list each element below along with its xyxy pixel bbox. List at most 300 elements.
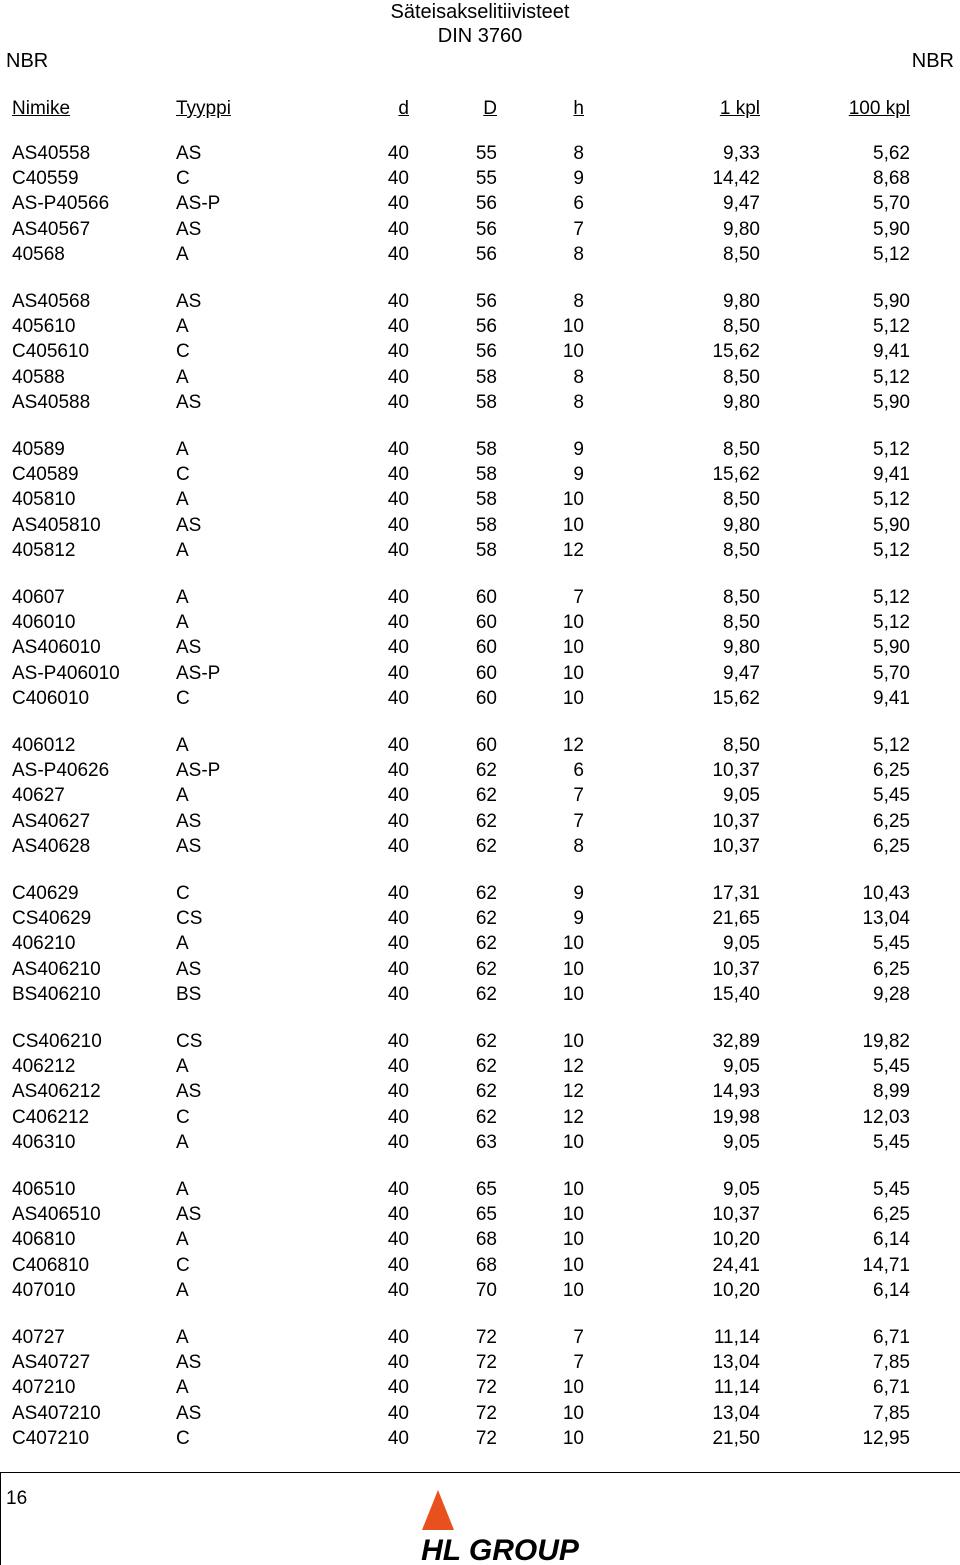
cell-d: 40 <box>387 785 409 807</box>
cell-type: AS <box>176 514 202 536</box>
cell-D: 56 <box>475 243 497 265</box>
cell-price-100: 13,04 <box>862 908 910 930</box>
table-row <box>0 463 960 488</box>
cell-d: 40 <box>387 587 409 608</box>
cell-name: AS40568 <box>12 291 91 312</box>
cell-h: 10 <box>562 1229 584 1251</box>
cell-name: AS406510 <box>12 1204 101 1226</box>
table-row <box>0 218 960 243</box>
cell-price-100: 5,90 <box>873 514 910 536</box>
cell-h: 7 <box>573 810 584 832</box>
cell-price-100: 5,12 <box>873 735 910 756</box>
cell-name: AS-P40626 <box>12 760 110 782</box>
cell-D: 72 <box>475 1377 497 1399</box>
cell-name: 40727 <box>12 1327 65 1348</box>
cell-name: 406012 <box>12 735 76 756</box>
cell-name: 406310 <box>12 1131 76 1153</box>
cell-price-100: 5,12 <box>873 612 910 634</box>
cell-type: A <box>176 735 189 756</box>
cell-type: AS <box>176 637 202 659</box>
cell-h: 8 <box>573 143 584 164</box>
cell-D: 72 <box>475 1327 497 1348</box>
cell-name: 405810 <box>12 489 76 511</box>
row-group <box>0 1178 960 1326</box>
cell-name: AS40627 <box>12 810 91 832</box>
cell-price-100: 5,45 <box>873 785 910 807</box>
cell-price-100: 6,25 <box>873 835 910 857</box>
cell-price-1: 9,05 <box>723 1179 760 1200</box>
row-group <box>0 1326 960 1474</box>
cell-d: 40 <box>387 637 409 659</box>
table-row <box>0 958 960 983</box>
cell-price-100: 5,45 <box>873 1131 910 1153</box>
cell-h: 8 <box>573 835 584 857</box>
cell-D: 62 <box>475 835 497 857</box>
table-row <box>0 192 960 217</box>
column-header-h: h <box>573 98 584 119</box>
cell-D: 68 <box>475 1254 497 1276</box>
cell-name: C40559 <box>12 168 79 190</box>
table-row <box>0 810 960 835</box>
cell-price-100: 9,41 <box>873 464 910 486</box>
cell-price-1: 9,80 <box>723 291 760 312</box>
cell-h: 10 <box>562 958 584 980</box>
material-label-right: NBR <box>911 50 954 72</box>
cell-price-1: 9,80 <box>723 218 760 240</box>
cell-price-100: 5,12 <box>873 587 910 608</box>
cell-h: 10 <box>562 662 584 684</box>
cell-price-1: 9,47 <box>723 662 760 684</box>
cell-h: 10 <box>562 983 584 1005</box>
cell-d: 40 <box>387 612 409 634</box>
cell-d: 40 <box>387 243 409 265</box>
cell-type: A <box>176 243 189 265</box>
table-row <box>0 1106 960 1131</box>
cell-d: 40 <box>387 464 409 486</box>
cell-price-1: 9,80 <box>723 637 760 659</box>
cell-price-1: 14,42 <box>712 168 760 190</box>
cell-h: 10 <box>562 637 584 659</box>
cell-type: AS-P <box>176 760 221 782</box>
cell-name: 40627 <box>12 785 65 807</box>
cell-name: 407010 <box>12 1279 76 1301</box>
cell-d: 40 <box>387 143 409 164</box>
cell-name: 40568 <box>12 243 65 265</box>
cell-h: 10 <box>562 933 584 955</box>
cell-h: 9 <box>573 883 584 904</box>
cell-price-100: 5,12 <box>873 366 910 388</box>
cell-name: CS40629 <box>12 908 92 930</box>
cell-h: 10 <box>562 1377 584 1399</box>
page-title: Säteisakselitiivisteet <box>390 1 570 23</box>
cell-D: 72 <box>475 1402 497 1424</box>
cell-D: 62 <box>475 1056 497 1078</box>
cell-price-100: 5,90 <box>873 218 910 240</box>
cell-type: A <box>176 933 189 955</box>
cell-h: 10 <box>562 1427 584 1449</box>
cell-price-100: 6,14 <box>873 1229 910 1251</box>
cell-price-100: 9,41 <box>873 687 910 709</box>
cell-name: AS40558 <box>12 143 91 164</box>
cell-h: 10 <box>562 612 584 634</box>
cell-price-1: 8,50 <box>723 587 760 608</box>
table-row <box>0 586 960 611</box>
cell-name: C405610 <box>12 341 90 363</box>
cell-type: AS <box>176 218 202 240</box>
cell-h: 9 <box>573 168 584 190</box>
cell-price-1: 15,40 <box>712 983 760 1005</box>
cell-price-1: 32,89 <box>712 1031 760 1052</box>
cell-D: 58 <box>475 366 497 388</box>
cell-price-1: 21,65 <box>712 908 760 930</box>
table-row <box>0 759 960 784</box>
cell-name: AS407210 <box>12 1402 101 1424</box>
cell-h: 7 <box>573 587 584 608</box>
table-row <box>0 243 960 268</box>
cell-name: AS406010 <box>12 637 101 659</box>
table-header <box>0 97 960 121</box>
table-row <box>0 167 960 192</box>
cell-type: AS <box>176 958 202 980</box>
cell-type: A <box>176 1327 189 1348</box>
cell-price-100: 6,25 <box>873 1204 910 1226</box>
cell-name: 407210 <box>12 1377 76 1399</box>
cell-price-100: 5,45 <box>873 1179 910 1200</box>
cell-h: 8 <box>573 291 584 312</box>
cell-name: AS-P406010 <box>12 662 120 684</box>
cell-price-100: 5,12 <box>873 243 910 265</box>
cell-d: 40 <box>387 1402 409 1424</box>
cell-price-1: 14,93 <box>712 1081 760 1103</box>
cell-price-100: 5,12 <box>873 489 910 511</box>
cell-price-1: 17,31 <box>712 883 760 904</box>
cell-d: 40 <box>387 735 409 756</box>
cell-D: 72 <box>475 1352 497 1374</box>
cell-price-100: 5,12 <box>873 316 910 338</box>
table-row <box>0 514 960 539</box>
cell-type: AS <box>176 391 202 413</box>
column-header-type: Tyyppi <box>176 98 231 119</box>
cell-price-1: 9,80 <box>723 391 760 413</box>
cell-price-100: 6,71 <box>873 1377 910 1399</box>
row-group <box>0 1030 960 1178</box>
cell-type: A <box>176 612 189 634</box>
cell-type: A <box>176 489 189 511</box>
cell-d: 40 <box>387 1327 409 1348</box>
cell-type: C <box>176 341 190 363</box>
row-group <box>0 438 960 586</box>
cell-price-100: 6,71 <box>873 1327 910 1348</box>
cell-D: 62 <box>475 1106 497 1128</box>
cell-price-100: 5,90 <box>873 291 910 312</box>
table-row <box>0 366 960 391</box>
cell-price-1: 8,50 <box>723 439 760 460</box>
cell-price-100: 5,12 <box>873 439 910 460</box>
cell-d: 40 <box>387 933 409 955</box>
cell-name: AS406210 <box>12 958 101 980</box>
cell-price-1: 9,47 <box>723 193 760 215</box>
cell-d: 40 <box>387 1031 409 1052</box>
cell-d: 40 <box>387 539 409 561</box>
table-row <box>0 907 960 932</box>
cell-price-100: 14,71 <box>862 1254 910 1276</box>
cell-h: 7 <box>573 1327 584 1348</box>
cell-h: 12 <box>562 539 584 561</box>
cell-h: 12 <box>562 1056 584 1078</box>
cell-d: 40 <box>387 1229 409 1251</box>
cell-type: A <box>176 1377 189 1399</box>
cell-name: AS-P40566 <box>12 193 110 215</box>
cell-price-100: 10,43 <box>862 883 910 904</box>
cell-type: A <box>176 1229 189 1251</box>
cell-h: 10 <box>562 1402 584 1424</box>
table-row <box>0 539 960 564</box>
cell-price-1: 11,14 <box>713 1377 760 1399</box>
cell-d: 40 <box>387 1279 409 1301</box>
cell-price-100: 7,85 <box>873 1402 910 1424</box>
cell-h: 10 <box>562 489 584 511</box>
cell-h: 9 <box>573 908 584 930</box>
cell-D: 70 <box>475 1279 497 1301</box>
cell-price-100: 5,70 <box>873 662 910 684</box>
cell-D: 56 <box>475 316 497 338</box>
cell-type: AS <box>176 1352 202 1374</box>
table-row <box>0 391 960 416</box>
cell-d: 40 <box>387 1179 409 1200</box>
cell-D: 58 <box>475 514 497 536</box>
cell-price-1: 15,62 <box>712 687 760 709</box>
cell-h: 8 <box>573 366 584 388</box>
column-header-price-1: 1 kpl <box>719 98 760 119</box>
cell-d: 40 <box>387 1081 409 1103</box>
cell-price-1: 15,62 <box>712 341 760 363</box>
cell-d: 40 <box>387 193 409 215</box>
cell-d: 40 <box>387 883 409 904</box>
cell-type: CS <box>176 1031 203 1052</box>
table-row <box>0 1376 960 1401</box>
cell-d: 40 <box>387 341 409 363</box>
cell-price-1: 9,05 <box>723 785 760 807</box>
row-group <box>0 882 960 1030</box>
cell-d: 40 <box>387 1106 409 1128</box>
cell-h: 10 <box>562 316 584 338</box>
cell-price-100: 12,03 <box>862 1106 910 1128</box>
cell-d: 40 <box>387 218 409 240</box>
column-header-price-100: 100 kpl <box>848 98 910 119</box>
cell-price-100: 7,85 <box>873 1352 910 1374</box>
cell-price-1: 10,37 <box>712 810 760 832</box>
table-row <box>0 1228 960 1253</box>
table-row <box>0 1080 960 1105</box>
cell-D: 58 <box>475 464 497 486</box>
cell-D: 58 <box>475 489 497 511</box>
cell-d: 40 <box>387 439 409 460</box>
cell-h: 12 <box>562 1106 584 1128</box>
cell-h: 10 <box>562 514 584 536</box>
cell-d: 40 <box>387 687 409 709</box>
cell-name: 405610 <box>12 316 76 338</box>
cell-d: 40 <box>387 1131 409 1153</box>
cell-type: C <box>176 464 190 486</box>
cell-price-100: 5,12 <box>873 539 910 561</box>
cell-type: A <box>176 587 189 608</box>
table-row <box>0 932 960 957</box>
table-row <box>0 1030 960 1055</box>
cell-D: 62 <box>475 933 497 955</box>
cell-type: AS <box>176 835 202 857</box>
table-row <box>0 315 960 340</box>
table-row <box>0 636 960 661</box>
cell-name: 406510 <box>12 1179 76 1200</box>
table-row <box>0 1203 960 1228</box>
cell-price-1: 8,50 <box>723 539 760 561</box>
cell-h: 9 <box>573 464 584 486</box>
cell-name: AS40628 <box>12 835 91 857</box>
cell-type: A <box>176 1279 189 1301</box>
cell-d: 40 <box>387 908 409 930</box>
table-row <box>0 1254 960 1279</box>
table-row <box>0 882 960 907</box>
cell-D: 56 <box>475 218 497 240</box>
cell-name: C406212 <box>12 1106 90 1128</box>
cell-price-100: 6,25 <box>873 958 910 980</box>
cell-name: 406210 <box>12 933 76 955</box>
cell-type: AS <box>176 143 202 164</box>
cell-price-1: 8,50 <box>723 316 760 338</box>
cell-name: C406810 <box>12 1254 90 1276</box>
cell-price-1: 19,98 <box>712 1106 760 1128</box>
cell-D: 62 <box>475 1031 497 1052</box>
table-row <box>0 340 960 365</box>
cell-D: 60 <box>475 587 497 608</box>
cell-price-100: 6,25 <box>873 810 910 832</box>
cell-D: 55 <box>475 168 497 190</box>
cell-D: 62 <box>475 958 497 980</box>
cell-name: 406810 <box>12 1229 76 1251</box>
cell-D: 56 <box>475 291 497 312</box>
cell-d: 40 <box>387 391 409 413</box>
cell-h: 12 <box>562 1081 584 1103</box>
cell-h: 10 <box>562 1131 584 1153</box>
row-group <box>0 142 960 290</box>
cell-price-100: 6,14 <box>873 1279 910 1301</box>
product-table <box>0 142 960 1474</box>
cell-type: AS-P <box>176 193 221 215</box>
cell-price-1: 9,33 <box>723 143 760 164</box>
cell-h: 10 <box>562 1254 584 1276</box>
cell-d: 40 <box>387 1204 409 1226</box>
cell-name: AS40588 <box>12 391 91 413</box>
cell-D: 58 <box>475 539 497 561</box>
cell-type: AS <box>176 810 202 832</box>
cell-price-1: 15,62 <box>712 464 760 486</box>
cell-d: 40 <box>387 366 409 388</box>
cell-d: 40 <box>387 168 409 190</box>
table-row <box>0 1427 960 1452</box>
cell-D: 60 <box>475 612 497 634</box>
cell-price-100: 6,25 <box>873 760 910 782</box>
cell-type: A <box>176 1179 189 1200</box>
cell-price-1: 9,05 <box>723 933 760 955</box>
cell-price-1: 10,20 <box>712 1279 760 1301</box>
cell-d: 40 <box>387 1352 409 1374</box>
cell-price-1: 10,37 <box>712 760 760 782</box>
table-row <box>0 438 960 463</box>
column-header-name: Nimike <box>12 98 71 119</box>
cell-type: AS-P <box>176 662 221 684</box>
cell-D: 62 <box>475 1081 497 1103</box>
cell-D: 65 <box>475 1179 497 1200</box>
cell-name: CS406210 <box>12 1031 102 1052</box>
table-row <box>0 1131 960 1156</box>
cell-price-100: 5,90 <box>873 637 910 659</box>
cell-D: 62 <box>475 883 497 904</box>
cell-type: A <box>176 316 189 338</box>
cell-h: 10 <box>562 1031 584 1052</box>
cell-h: 6 <box>573 760 584 782</box>
cell-name: AS40567 <box>12 218 91 240</box>
cell-h: 7 <box>573 218 584 240</box>
table-row <box>0 1326 960 1351</box>
cell-name: C406010 <box>12 687 90 709</box>
cell-D: 65 <box>475 1204 497 1226</box>
cell-h: 7 <box>573 1352 584 1374</box>
row-group <box>0 586 960 734</box>
cell-d: 40 <box>387 835 409 857</box>
table-row <box>0 687 960 712</box>
cell-price-100: 5,70 <box>873 193 910 215</box>
cell-D: 56 <box>475 341 497 363</box>
cell-D: 62 <box>475 760 497 782</box>
table-row <box>0 1178 960 1203</box>
cell-price-100: 5,90 <box>873 391 910 413</box>
cell-name: 406010 <box>12 612 76 634</box>
cell-price-1: 13,04 <box>712 1402 760 1424</box>
cell-D: 60 <box>475 735 497 756</box>
hl-group-logo <box>398 1484 602 1562</box>
cell-type: C <box>176 883 190 904</box>
cell-type: C <box>176 168 190 190</box>
cell-type: A <box>176 1131 189 1153</box>
cell-d: 40 <box>387 958 409 980</box>
cell-D: 68 <box>475 1229 497 1251</box>
cell-D: 60 <box>475 637 497 659</box>
cell-name: AS40727 <box>12 1352 91 1374</box>
table-row <box>0 488 960 513</box>
cell-d: 40 <box>387 662 409 684</box>
table-row <box>0 983 960 1008</box>
table-row <box>0 1055 960 1080</box>
column-header-d: d <box>398 98 409 119</box>
cell-type: AS <box>176 291 202 312</box>
cell-price-1: 10,37 <box>712 835 760 857</box>
footer-box-edge <box>0 1472 1 1565</box>
page-number: 16 <box>6 1488 28 1509</box>
column-header-D: D <box>483 98 497 119</box>
cell-D: 55 <box>475 143 497 164</box>
cell-price-1: 21,50 <box>712 1427 760 1449</box>
cell-name: 40607 <box>12 587 65 608</box>
cell-price-1: 9,80 <box>723 514 760 536</box>
table-row <box>0 835 960 860</box>
material-label-left: NBR <box>6 50 49 72</box>
table-row <box>0 1279 960 1304</box>
cell-price-100: 8,99 <box>873 1081 910 1103</box>
cell-d: 40 <box>387 1427 409 1449</box>
cell-price-100: 9,28 <box>873 983 910 1005</box>
row-group <box>0 290 960 438</box>
cell-type: C <box>176 1254 190 1276</box>
